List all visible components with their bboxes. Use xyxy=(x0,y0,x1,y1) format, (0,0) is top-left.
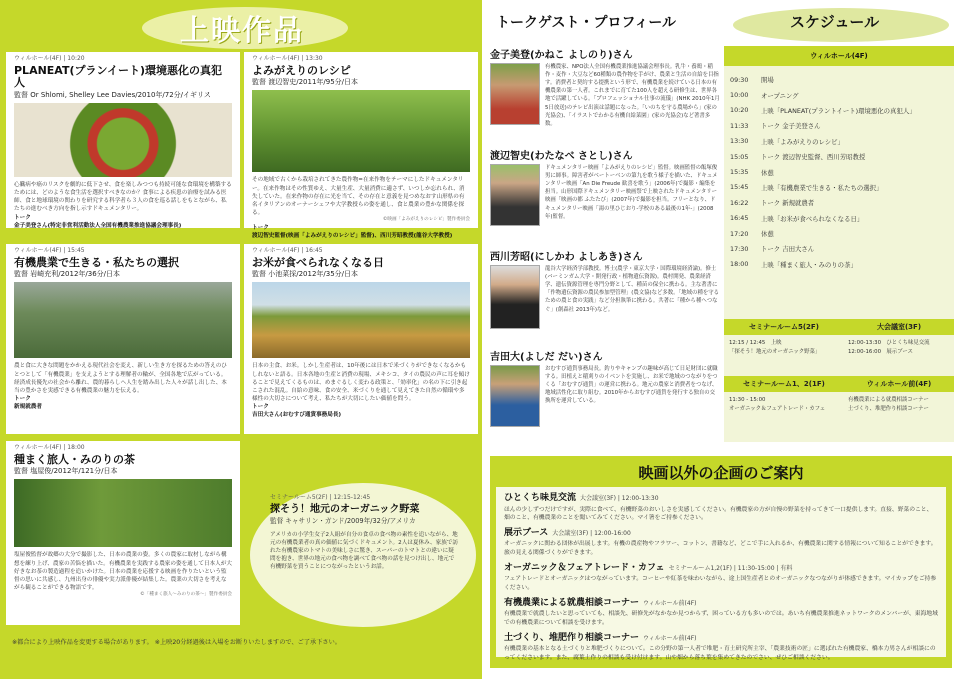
events-body xyxy=(496,487,946,661)
guest-bio: 龍谷大学経済学部教授。博士(農学・東京大学・国際環境経済論)。修士(バーミンガム大学・開発行政・植物遺伝資源)。農村開発、農業経済学、遺伝資源管理を専門分野として、種苗の保全に携わる。主な著書に「作物遺伝資源の農民参加型管理」(農文協)など多数。「地域の種を守るための農と食の実践」など分担執筆に携わる。共著に「種から種へつなぐ」(創森社 2013年)など。 xyxy=(545,266,720,313)
film-talk-label: トーク xyxy=(14,214,31,221)
schedule-row xyxy=(730,164,954,179)
film-card-planeat[interactable] xyxy=(6,52,240,228)
schedule-row xyxy=(730,134,954,149)
guest-card-nishikawa[interactable] xyxy=(490,248,720,329)
footnote: ※都合により上映作品を変更する場合があります。 ※上映20分経過後は入場をお断りいたしますので、ご了承下さい。 xyxy=(12,639,341,646)
event-name xyxy=(504,492,938,506)
event-title: 有機農業による就農相談コーナー xyxy=(504,597,640,608)
guest-name: 金子美登(かねこ よしのり)さん xyxy=(490,50,633,61)
film-caption: ©映画「よみがえりのレシピ」製作委員会 xyxy=(382,217,470,223)
seminar-film-card[interactable] xyxy=(270,494,458,571)
event-item xyxy=(504,492,938,523)
schedule-seminar5-text: 12:15 / 12:45 上映 「探そう！地元のオーガニック野菜」 xyxy=(729,340,821,355)
film-title: お米が食べられなくなる日 xyxy=(252,255,384,269)
guest-name: 渡辺智史(わたなべ さとし)さん xyxy=(490,151,633,162)
film-hall: ウィルホール(4F) | 16:45 xyxy=(252,247,323,254)
schedule-label: 休憩 xyxy=(761,168,774,177)
events-title: 映画以外の企画のご案内 xyxy=(638,464,804,482)
film-director: 監督 小池菜採/2012年/35分/日本 xyxy=(252,270,359,279)
film-director: 監督 渡辺智史/2011年/95分/日本 xyxy=(252,78,359,87)
schedule-row xyxy=(730,118,954,133)
event-description: 有機農業で就農したいと思っていても、相談先、研修先がなかなか見つからず、困っている方も多いのでは。あいち有機農業推進ネットワークのメンバーが、東海地域での有機農業について相談を受けます。 xyxy=(504,611,938,626)
schedule-time: 13:30 xyxy=(730,137,749,146)
film-photo-field-workers xyxy=(14,282,232,358)
schedule-list xyxy=(724,66,954,272)
schedule-time: 09:30 xyxy=(730,75,749,84)
film-photo-rice-field xyxy=(252,282,470,358)
film-description: 農と食に大きな問題をかかえる現代社会を変え、新しい生き方を探るための答えのひとつとして「有機農業」を支えようとする理解者の輪が、全国各地で広がっている。経済成長優先の社会から離れ、農的暮らしへ人生を踏み出した人々が話し出した、本当の豊かさを実感できる有機農業の魅力を伝える。 xyxy=(14,363,227,394)
film-title: 探そう！地元のオーガニック野菜 xyxy=(270,503,420,515)
schedule-label: 上映「種まく旅人・みのりの茶」 xyxy=(761,260,857,269)
film-title: PLANEAT(プランイート)環境悪化の真犯人 xyxy=(14,63,222,90)
schedule-seminar1-header xyxy=(724,376,954,392)
schedule-seminar1-title: セミナールーム1、2(1F) xyxy=(743,380,825,388)
film-talk: 新規就農者 xyxy=(14,404,42,411)
film-photo-salad xyxy=(14,103,232,177)
film-card-tea[interactable] xyxy=(6,441,240,625)
event-item xyxy=(504,597,938,628)
film-hall: セミナールーム5(2F) | 12:15-12:45 xyxy=(270,494,371,501)
film-director: 監督 岩崎充利/2012年/36分/日本 xyxy=(14,270,121,279)
event-item xyxy=(504,632,938,663)
event-place: 大会議室(3F) | 12:00-13:30 xyxy=(580,495,659,502)
schedule-time: 17:20 xyxy=(730,229,749,238)
schedule-time: 15:05 xyxy=(730,152,749,161)
event-place: 大会議室(3F) | 12:00-16:00 xyxy=(552,529,631,537)
schedule-time: 15:35 xyxy=(730,168,749,177)
event-title: ひとくち味見交流 xyxy=(504,493,577,503)
schedule-row xyxy=(730,72,954,87)
film-hall: ウィルホール(4F) | 13:30 xyxy=(252,55,323,62)
schedule-seminar5-title: セミナールーム5(2F) xyxy=(749,323,819,331)
films-title: 上映作品 xyxy=(180,13,305,47)
film-description: その地域で古くから栽培されてきた農作物=在来作物をテーマにしたドキュメンタリー。在来作物はその性質ゆえ、大量生産、大量消費に適さず、いつしか忘れられ、消失していた。在来作物の存在に光を当て、その存在と意義を見つめなおす山形県の有名イタリアンのオーナーシェフや大学教授らの姿を通し、食と農業の豊かな関係を探る。 xyxy=(252,177,465,216)
event-place: ウィルホール前(4F) xyxy=(643,599,697,607)
schedule-row xyxy=(730,87,954,102)
schedule-row xyxy=(730,103,954,118)
event-title: 土づくり、堆肥作り相談コーナー xyxy=(504,632,640,643)
avatar xyxy=(490,365,540,427)
schedule-label: トーク 吉田大さん xyxy=(761,245,815,254)
schedule-panel xyxy=(724,46,954,442)
schedule-time: 10:00 xyxy=(730,91,749,100)
schedule-label: 上映「有機農業で生きる・私たちの選択」 xyxy=(761,183,883,192)
film-talk: 渡辺智史監督(映画「よみがえりのレシピ」監督)、西川芳昭教授(龍谷大学教授) xyxy=(252,232,453,239)
film-title: よみがえりのレシピ xyxy=(252,63,351,77)
schedule-label: 開場 xyxy=(761,76,774,85)
film-talk-label: トーク xyxy=(252,224,269,231)
schedule-conference-title: 大会議室(3F) xyxy=(876,323,922,331)
schedule-label: 休憩 xyxy=(761,230,774,239)
schedule-time: 10:20 xyxy=(730,106,749,115)
guest-title: トークゲスト・プロフィール xyxy=(496,15,677,31)
schedule-hall-front-title: ウィルホール前(4F) xyxy=(866,380,932,388)
events-panel xyxy=(490,456,952,668)
events-list xyxy=(504,492,938,662)
film-description: 塩屋俊監督が故郷の大分で撮影した、日本の農業の姿。多くの農家に取材しながら構想を練り上げ、農家の苦悩を描いた。有機農業を実践する農家の姿を通して日本人が大好きなお茶の製造過程を追いかけた。日本の農業を応援する映画を作りたいという監督の思いに共感し、九州出身の俳優や実力派俳優が結集した。農業の大切さを考えながら観ることができる物語です。 xyxy=(14,552,232,591)
schedule-seminar5-header xyxy=(724,319,954,335)
schedule-hall-front-text: 有機農業による就農相談コーナー 土づくり、堆肥作り相談コーナー xyxy=(848,397,929,412)
film-hall: ウィルホール(4F) | 18:00 xyxy=(14,444,85,451)
event-description: ほんの少しずつだけですが、実際に食べて、有機野菜のおいしさを実感してください。有機農家の方が自慢の野菜を持ってきて一口提供します。直接、野菜のこと、畑のこと、有機農業のことを聞いてみてください。マイ箸をご持参ください。 xyxy=(504,506,933,522)
film-description: 日本の主食、お米。しかし生産者は、10年後には日本で米づくりができなくなるかもしれないと語る。日本各地の生産と消費の現場、メキシコ、タイの農民の声に耳を傾けることで見えてくるものは、めまぐるしく変わる政策と、「効率化」の名の下に引き起こされた混乱。自給の意味、食の安全、米づくりを通して見えてきた自然の循環や多様性の大切さについて考え、私たちが大切にしたい価値を問う。 xyxy=(252,363,470,402)
guest-card-kaneko[interactable] xyxy=(490,46,720,128)
schedule-row xyxy=(730,195,954,210)
schedule-label: 上映「よみがえりのレシピ」 xyxy=(761,137,844,146)
schedule-time: 17:30 xyxy=(730,244,749,253)
film-title: 有機農業で生きる・私たちの選択 xyxy=(14,255,179,269)
film-hall: ウィルホール(4F) | 10:20 xyxy=(14,55,85,62)
film-caption: ©「種まく旅人〜みのりの茶〜」製作委員会 xyxy=(140,592,232,598)
film-director: 監督 Or Shlomi, Shelley Lee Davies/2010年/72分/イギリス xyxy=(14,90,211,99)
schedule-label: トーク 渡辺智史監督、西川芳昭教授 xyxy=(761,153,866,162)
guest-bio: おむすび通貨事務局長。釣りやキャンプの趣味が高じて日足財団に就職する。田植えと稲刈りのイベントを実施し、お米で地域のつながりをつくる「おむすび通貨」の運営に携わる。地元の農家と消費者をつなげ、地域活性化に取り組む。2010年からおむすび通貨を発行する独自の交換所を運営している。 xyxy=(545,366,718,405)
film-photo-children xyxy=(252,90,470,172)
event-name xyxy=(504,597,938,611)
schedule-row xyxy=(730,211,954,226)
event-item xyxy=(504,562,938,593)
event-name xyxy=(504,527,938,541)
film-card-rice[interactable] xyxy=(244,244,478,434)
schedule-label: 上映「お米が食べられなくなる日」 xyxy=(761,214,864,223)
schedule-label: トーク 新規就農者 xyxy=(761,199,815,208)
schedule-label: オープニング xyxy=(761,91,799,100)
film-hall: ウィルホール(4F) | 15:45 xyxy=(14,247,85,254)
film-talk: 金子美登さん(特定非営利活動法人全国有機農業推進協議会理事長) xyxy=(14,222,182,229)
film-photo-tea-field xyxy=(14,479,232,547)
schedule-time: 16:22 xyxy=(730,198,749,207)
event-description: オーガニックに関わる団体が出展します。有機の農産物やフラワー、コットン、書籍など、どこで手に入れるか、有機農業に関する情報について知ることができます。旅の見える関係づくりができます。 xyxy=(504,541,937,557)
avatar xyxy=(490,265,540,329)
schedule-hall-main: ウィルホール(4F) xyxy=(724,46,954,66)
schedule-time: 15:45 xyxy=(730,183,749,192)
schedule-label: 上映「PLANEAT(プラントイート)環境悪化の真犯人」 xyxy=(761,106,916,115)
avatar xyxy=(490,63,540,125)
film-talk: 吉田大さん(おむすび通貨事務局長) xyxy=(252,412,342,419)
event-description: 有機農業の基本となる土づくりと堆肥づくりについて。この分野の第一人者で堆肥・育土研究所主宰、「農業技術の匠」に選ばれた有機農家、橋本力男さんが相談にのってくださいます。また、腐葉土作りの相談も受け付けます。山や畑から落ち葉を集めてきたのでさい、ぜひご相談ください。 xyxy=(504,646,936,661)
film-description: アメリカの小学生女子2人組が自分の食卓の食べ物の素性を追いながら、地元の有機農業者の真の価値に気づくドキュメント。2人は夏休み、家族で訪れた有機農家のトマトの美味しさに驚き、スーパーのトマトとの違いに疑問を抱き、世界の地元の食べ物を調べて食べ物の話を見つけ出し、地元で有機野菜を買うことにつながったというお話。 xyxy=(270,531,458,571)
film-description: 心臓病や癌のリスクを劇的に低下させ、食を楽しみつつも持続可能な食環境を構築するためには、どのような食生活を選択すべきなのか？食事による疾患の治療を試みる医師、食と地球環境の関わりを研究する科学者ら３人の食を巡る話しをもとながら、私たちの進むべき方向を指し示すドキュメンタリー。 xyxy=(14,182,232,213)
film-title: 種まく旅人・みのりの茶 xyxy=(14,452,135,466)
event-title: オーガニック＆フェアトレード・カフェ xyxy=(504,562,665,573)
schedule-row xyxy=(730,241,954,256)
schedule-row xyxy=(730,180,954,195)
event-place: ウィルホール前(4F) xyxy=(643,634,697,642)
guest-name: 西川芳昭(にしかわ よしあき)さん xyxy=(490,252,643,263)
schedule-time: 11:33 xyxy=(730,121,749,130)
film-director: 監督 キャサリン・ガンド/2009年/32分/アメリカ xyxy=(270,517,416,526)
film-talk-label: トーク xyxy=(252,404,269,411)
film-director: 監督 塩屋俊/2012年/121分/日本 xyxy=(14,467,118,476)
guest-bio: ドキュメンタリー映画「よみがえりのレシピ」監督。映画監督の飯塚俊男に師事。障害者がベートーベンの第九を歌う様子を描いた、ドキュメンタリー映画「An Die Freude 歓喜を歌う」(2006年)で撮影・編集を担当。山形国際ドキュメンタリー映画祭で上映されたドキュメンタリー映画「映画の都 ふたたび」(2007年)で撮影を担当。フリーとなり、ドキュメンタリー映画「湯の里ひじおり-学校のある最後の1年-」(2008年)監督。 xyxy=(545,165,718,220)
film-talk-label: トーク xyxy=(14,395,31,402)
event-description: フェアトレードとオーガニックはつながっています。コーヒーや紅茶を味わいながら、途上国生産者とのオーガニックなつながりが体感できます。マイカップをご持参ください。 xyxy=(504,576,937,591)
event-name xyxy=(504,562,938,576)
schedule-seminar1-text: 11:30 - 15:00 オーガニック＆フェアトレード・カフェ xyxy=(729,397,826,412)
event-item xyxy=(504,527,938,558)
guest-name: 吉田大(よしだ だい)さん xyxy=(490,352,603,363)
film-card-organic-life[interactable] xyxy=(6,244,240,434)
guest-bio: 有機農家、NPO法人全国有機農業推進協議会理事長。乳牛・養鶏・稲作・麦作・大豆など60種類の農作物を手がけ、農業と生活の自給を目指す。消費者と契約する提携という形で、有機農業を続けている日本の有機農業の第一人者。これまでに育てた100人を超える研修生は、世界各地で活躍している。「プロフェッショナル仕事の流儀」(NHK 2010年1月5日放送)のテレビ出演は話題になった。「いのちを守る農場から」(家の光協会)、「イラストでわかる有機自給菜園」(家の光協会)など著書多数。 xyxy=(545,64,720,127)
event-place: セミナールーム1,2(1F) | 11:30-15:00 | 有料 xyxy=(668,564,793,572)
schedule-time: 16:45 xyxy=(730,214,749,223)
event-title: 展示ブース xyxy=(504,527,549,538)
guest-card-watanabe[interactable] xyxy=(490,147,720,226)
schedule-time: 18:00 xyxy=(730,260,749,269)
event-name xyxy=(504,632,938,646)
schedule-label: トーク 金子美登さん xyxy=(761,122,821,131)
guest-card-yoshida[interactable] xyxy=(490,348,720,427)
schedule-row xyxy=(730,257,954,272)
schedule-conference-text: 12:00-13:30 ひとくち味見交流 12:00-16:00 展示ブース xyxy=(848,340,930,355)
film-card-recipe[interactable] xyxy=(244,52,478,239)
schedule-title: スケジュール xyxy=(790,13,880,31)
avatar xyxy=(490,164,540,226)
schedule-row xyxy=(730,149,954,164)
schedule-row xyxy=(730,226,954,241)
